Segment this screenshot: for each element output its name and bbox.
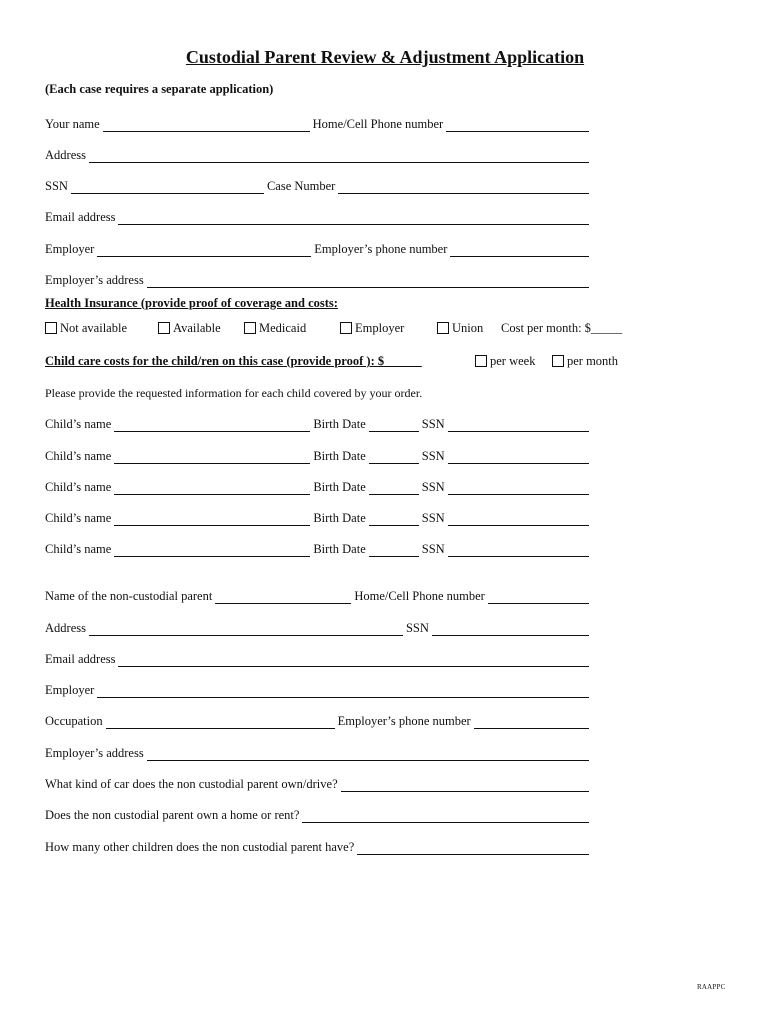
child-birth-date-field[interactable] [369,542,419,557]
child-ssn-field[interactable] [448,480,589,495]
child-row: Child’s name Birth Date SSN [45,539,589,557]
your-name-field[interactable] [103,117,310,132]
your-name-label: Your name [45,117,100,131]
checkbox-icon[interactable] [437,322,449,334]
case-number-label: Case Number [266,179,336,193]
email-label: Email address [45,210,116,224]
ncp-home-phone-field[interactable] [488,589,589,604]
child-birth-date-field[interactable] [369,480,419,495]
ncp-address-label: Address [45,621,86,635]
child-birth-date-field[interactable] [369,417,419,432]
ncp-ssn-field[interactable] [432,621,589,636]
employer-phone-label: Employer’s phone number [314,242,448,256]
ncp-employer-address-label: Employer’s address [45,746,144,760]
ncp-car-field[interactable] [341,777,589,792]
ncp-occupation-label: Occupation [45,714,103,728]
email-row [45,207,589,225]
subtitle: (Each case requires a separate application) [45,82,274,96]
health-option-union[interactable]: Union [437,321,483,336]
page-title: Custodial Parent Review & Adjustment Application [185,47,585,67]
ncp-employer-label: Employer [45,683,95,697]
ncp-home-field[interactable] [302,808,589,823]
employer-label: Employer [45,242,95,256]
health-option-medicaid[interactable]: Medicaid [244,321,306,336]
ncp-name-field[interactable] [215,589,351,604]
child-row: Child’s name Birth Date SSN [45,477,589,495]
employer-phone-field[interactable] [450,242,589,257]
ssn-label: SSN [45,179,68,193]
employer-row [45,239,589,257]
address-label: Address [45,148,86,162]
home-phone-field[interactable] [446,117,589,132]
child-ssn-field[interactable] [448,449,589,464]
health-option-not-available[interactable]: Not available [45,321,127,336]
child-care-heading: Child care costs for the child/ren on this case (provide proof ): $______ [45,354,422,368]
ncp-email-label: Email address [45,652,116,666]
ncp-occupation-row [45,711,589,729]
ncp-name-row [45,586,589,604]
employer-address-label: Employer’s address [45,273,144,287]
ssn-case-row [45,176,589,194]
child-care-per-week[interactable]: per week [475,354,535,369]
ncp-address-field[interactable] [89,621,403,636]
ncp-employer-phone-label: Employer’s phone number [337,714,471,728]
checkbox-icon[interactable] [45,322,57,334]
ncp-employer-row [45,680,589,698]
child-name-field[interactable] [114,449,310,464]
ncp-email-row [45,649,589,667]
address-row [45,145,589,163]
child-name-field[interactable] [114,542,310,557]
ncp-other-children-label: How many other children does the non custodial parent have? [45,840,355,854]
ncp-other-children-field[interactable] [357,840,589,855]
child-row: Child’s name Birth Date SSN [45,508,589,526]
case-number-field[interactable] [338,179,589,194]
children-note: Please provide the requested information for each child covered by your order. [45,386,423,400]
health-cost-per-month[interactable]: Cost per month: $_____ [501,321,623,335]
health-insurance-heading: Health Insurance (provide proof of coverage and costs: [45,296,338,310]
ncp-occupation-field[interactable] [106,714,335,729]
email-field[interactable] [118,210,589,225]
checkbox-icon[interactable] [158,322,170,334]
ncp-employer-phone-field[interactable] [474,714,589,729]
ncp-employer-field[interactable] [97,683,589,698]
child-birth-date-field[interactable] [369,511,419,526]
health-option-available[interactable]: Available [158,321,221,336]
ncp-home-row [45,805,589,823]
your-name-row [45,114,589,132]
child-name-field[interactable] [114,511,310,526]
child-name-field[interactable] [114,417,310,432]
form-code: RAAPPC [697,983,726,991]
ncp-ssn-label: SSN [405,621,429,635]
ssn-field[interactable] [71,179,264,194]
health-option-employer[interactable]: Employer [340,321,404,336]
child-ssn-field[interactable] [448,511,589,526]
child-ssn-field[interactable] [448,542,589,557]
child-care-per-month[interactable]: per month [552,354,618,369]
ncp-car-label: What kind of car does the non custodial parent own/drive? [45,777,338,791]
home-phone-label: Home/Cell Phone number [312,117,444,131]
child-name-field[interactable] [114,480,310,495]
ncp-email-field[interactable] [118,652,589,667]
ncp-address-row [45,618,589,636]
checkbox-icon[interactable] [475,355,487,367]
checkbox-icon[interactable] [552,355,564,367]
employer-field[interactable] [97,242,311,257]
child-ssn-field[interactable] [448,417,589,432]
ncp-name-label: Name of the non-custodial parent [45,589,213,603]
ncp-car-row [45,774,589,792]
ncp-other-children-row [45,837,589,855]
ncp-employer-address-field[interactable] [147,746,589,761]
employer-address-row [45,270,589,288]
child-birth-date-field[interactable] [369,449,419,464]
child-row: Child’s name Birth Date SSN [45,414,589,432]
employer-address-field[interactable] [147,273,589,288]
ncp-home-phone-label: Home/Cell Phone number [354,589,485,603]
ncp-home-label: Does the non custodial parent own a home or rent? [45,808,300,822]
checkbox-icon[interactable] [244,322,256,334]
ncp-employer-address-row [45,743,589,761]
address-field[interactable] [89,148,589,163]
child-row: Child’s name Birth Date SSN [45,446,589,464]
checkbox-icon[interactable] [340,322,352,334]
